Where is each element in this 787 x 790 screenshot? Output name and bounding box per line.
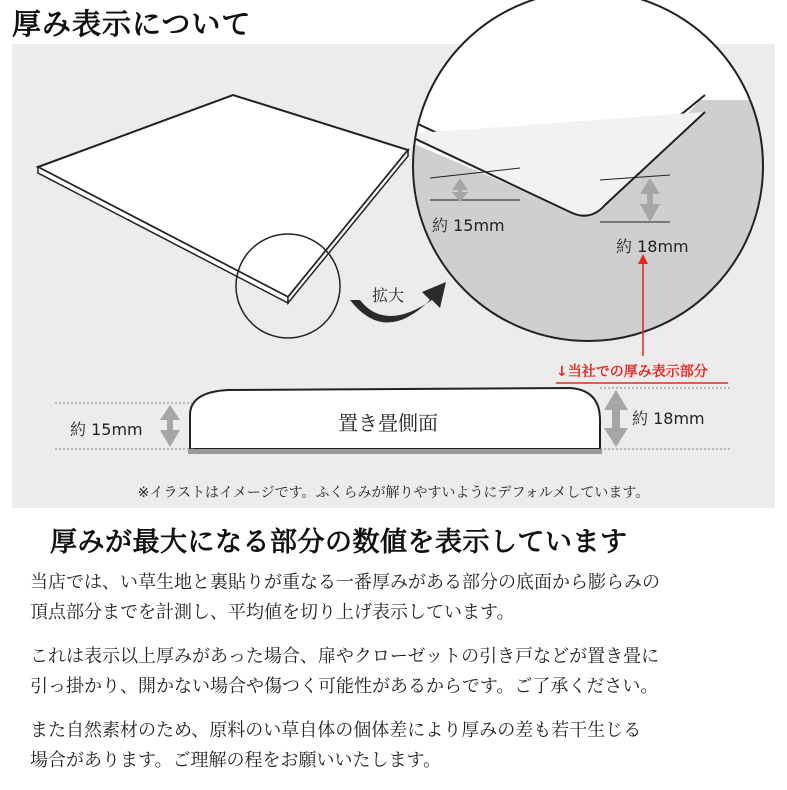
zoom-label-15mm: 約 15mm xyxy=(432,216,505,235)
paragraph: これは表示以上厚みがあった場合、扉やクローゼットの引き戸などが置き畳に 引っ掛かり、開かない場合や傷つく可能性があるからです。ご了承ください。 xyxy=(30,646,660,697)
zoom-label-18mm: 約 18mm xyxy=(616,237,689,256)
side-label-18mm: 約 18mm xyxy=(632,409,705,428)
mat-side-label: 置き畳側面 xyxy=(338,411,438,435)
paragraph: 当店では、い草生地と裏貼りが重なる一番厚みがある部分の底面から膨らみの 頂点部分までを計測し、平均値を切り上げ表示しています。 xyxy=(30,572,660,623)
section-title: 厚みが最大になる部分の数値を表示しています xyxy=(50,527,628,558)
body-text xyxy=(30,568,780,790)
mat-plate-drawing xyxy=(38,95,408,303)
expand-label: 拡大 xyxy=(372,286,405,305)
page-title: 厚み表示について xyxy=(12,7,252,41)
paragraph: また自然素材のため、原料のい草自体の個体差により厚みの差も若干生じる 場合があります。ご理解の程をお願いいたします。 xyxy=(30,720,642,771)
side-arrow-15-icon xyxy=(160,405,180,447)
zoom-circle-drawing xyxy=(405,0,787,360)
highlight-label: ↓当社での厚み表示部分 xyxy=(556,364,708,380)
side-label-15mm: 約 15mm xyxy=(70,420,143,439)
side-arrow-18-icon xyxy=(604,390,628,447)
illustration-note: ※イラストはイメージです。ふくらみが解りやすいようにデフォルメしています。 xyxy=(137,485,650,501)
